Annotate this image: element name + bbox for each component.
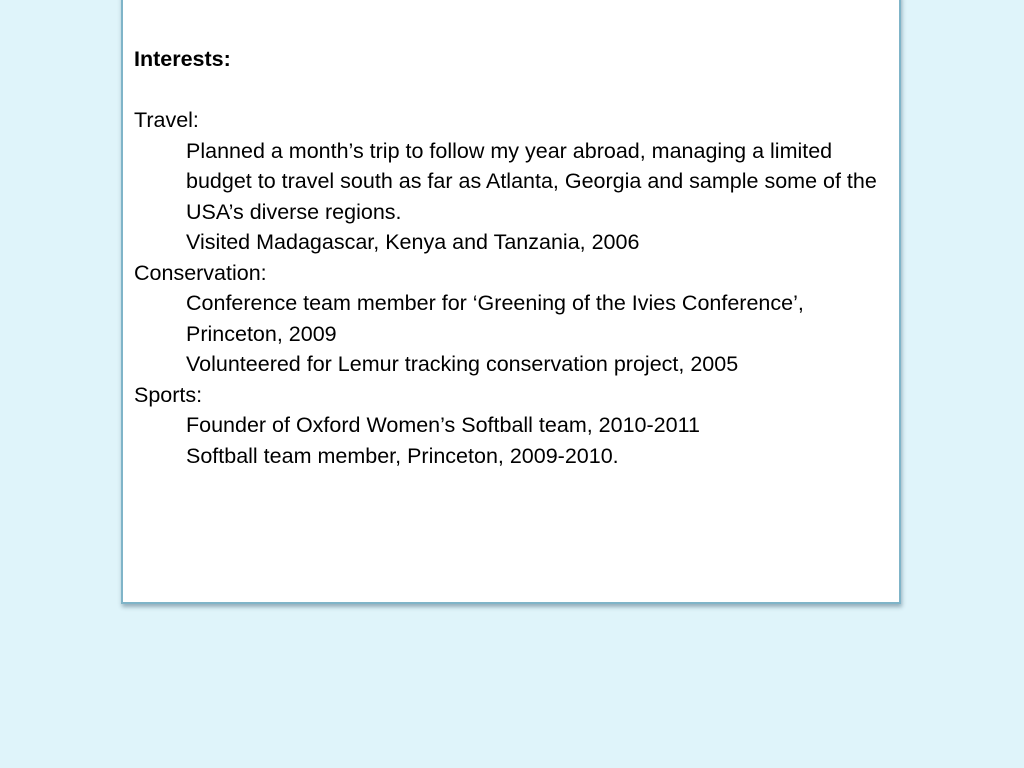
section-travel <box>134 105 894 258</box>
section-entries <box>134 136 894 258</box>
section-entries <box>134 410 894 471</box>
section-entry: Visited Madagascar, Kenya and Tanzania, 2006 <box>186 230 640 254</box>
section-category: Sports: <box>134 382 203 407</box>
section-entry: Volunteered for Lemur tracking conservation project, 2005 <box>186 352 739 376</box>
section-entry: Softball team member, Princeton, 2009-2010. <box>186 443 619 468</box>
interests-heading: Interests: <box>134 47 231 71</box>
section-sports <box>134 380 894 472</box>
slide-content <box>134 44 894 471</box>
section-entry: Conference team member for ‘Greening of the Ivies Conference’, Princeton, 2009 <box>186 291 804 346</box>
slide-card <box>121 0 901 604</box>
section-category: Conservation: <box>134 260 267 285</box>
section-entry: Founder of Oxford Women’s Softball team, 2010-2011 <box>186 413 700 437</box>
section-category: Travel: <box>134 108 199 132</box>
section-conservation <box>134 258 894 380</box>
section-entries <box>134 288 894 380</box>
section-entry: Planned a month’s trip to follow my year abroad, managing a limited budget to travel south as far as Atlanta, Georgia and sample some of the USA’s diverse regions. <box>186 138 877 224</box>
